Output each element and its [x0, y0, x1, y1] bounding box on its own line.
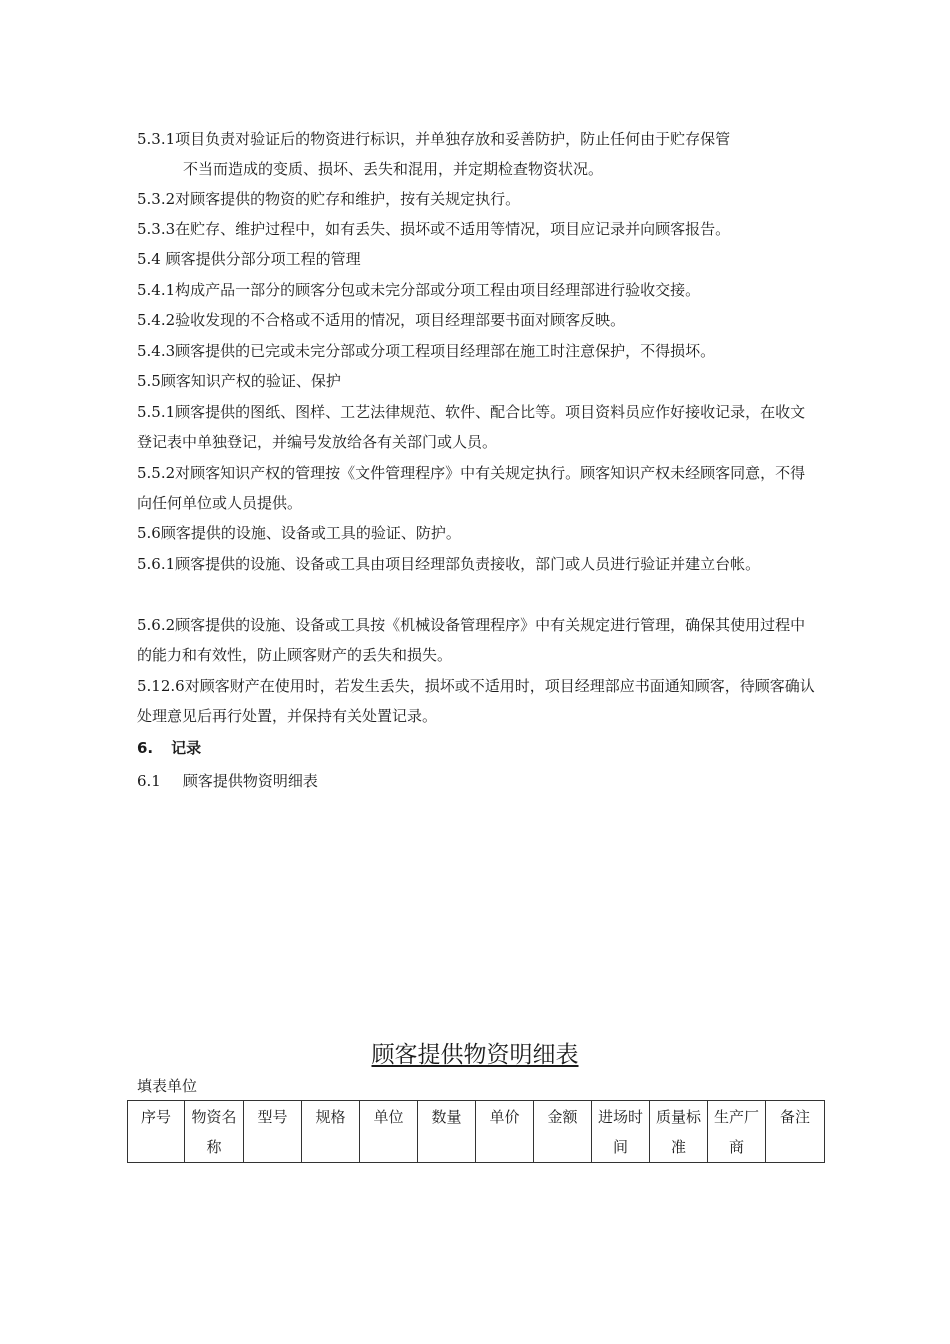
paragraph-line: 5.3.1项目负责对验证后的物资进行标识，并单独存放和妥善防护，防止任何由于贮存保管	[137, 130, 731, 148]
paragraph-5-5-2: 5.5.2对顾客知识产权的管理按《文件管理程序》中有关规定执行。顾客知识产权未经顾客同意，不得向任何单位或人员提供。	[137, 464, 806, 512]
paragraph-5-6-1: 5.6.1顾客提供的设施、设备或工具由项目经理部负责接收，部门或人员进行验证并建立台帐。	[137, 555, 761, 573]
header-cell: 序号	[128, 1101, 185, 1163]
header-cell: 单价	[476, 1101, 534, 1163]
section-6-1-item	[137, 766, 817, 796]
header-cell: 生产厂商	[708, 1101, 766, 1163]
paragraph-5-4-2: 5.4.2验收发现的不合格或不适用的情况，项目经理部要书面对顾客反映。	[137, 311, 626, 329]
table-header-row	[128, 1101, 825, 1163]
paragraph-5-4: 5.4 顾客提供分部分项工程的管理	[137, 250, 361, 268]
header-cell: 质量标准	[650, 1101, 708, 1163]
item-number: 6.1	[137, 772, 161, 790]
section-number: 6.	[137, 739, 154, 757]
detail-table	[127, 1100, 825, 1163]
header-cell: 单位	[360, 1101, 418, 1163]
paragraph-5-3-2: 5.3.2对顾客提供的物资的贮存和维护，按有关规定执行。	[137, 190, 521, 208]
header-cell: 备注	[766, 1101, 825, 1163]
paragraph-5-3-3: 5.3.3在贮存、维护过程中，如有丢失、损坏或不适用等情况，项目应记录并向顾客报告。	[137, 220, 731, 238]
header-cell: 规格	[302, 1101, 360, 1163]
paragraph-5-4-3: 5.4.3顾客提供的已完或未完分部或分项工程项目经理部在施工时注意保护，不得损坏。	[137, 342, 716, 360]
fill-unit-label: 填表单位	[137, 1077, 198, 1095]
item-text: 顾客提供物资明细表	[182, 772, 318, 790]
paragraph-5-5-1: 5.5.1顾客提供的图纸、图样、工艺法律规范、软件、配合比等。项目资料员应作好接收记录，在收文登记表中单独登记，并编号发放给各有关部门或人员。	[137, 403, 806, 451]
header-cell: 数量	[418, 1101, 476, 1163]
header-cell: 物资名称	[185, 1101, 244, 1163]
paragraph-5-6: 5.6顾客提供的设施、设备或工具的验证、防护。	[137, 524, 461, 542]
paragraph-5-5: 5.5顾客知识产权的验证、保护	[137, 372, 341, 390]
header-cell: 金额	[534, 1101, 592, 1163]
paragraph-5-3-1	[137, 124, 817, 184]
paragraph-line: 不当而造成的变质、损坏、丢失和混用，并定期检查物资状况。	[183, 160, 604, 178]
paragraph-5-12-6: 5.12.6对顾客财产在使用时，若发生丢失，损坏或不适用时，项目经理部应书面通知顾客，待顾客确认处理意见后再行处置，并保持有关处置记录。	[137, 677, 815, 725]
paragraph-5-6-2: 5.6.2顾客提供的设施、设备或工具按《机械设备管理程序》中有关规定进行管理，确保其使用过程中的能力和有效性，防止顾客财产的丢失和损失。	[137, 616, 806, 664]
section-title: 记录	[171, 739, 202, 757]
header-cell: 进场时间	[592, 1101, 650, 1163]
header-cell: 型号	[244, 1101, 302, 1163]
paragraph-5-4-1: 5.4.1构成产品一部分的顾客分包或未完分部或分项工程由项目经理部进行验收交接。	[137, 281, 701, 299]
table-title: 顾客提供物资明细表	[371, 1042, 579, 1068]
section-6-heading	[137, 733, 817, 763]
